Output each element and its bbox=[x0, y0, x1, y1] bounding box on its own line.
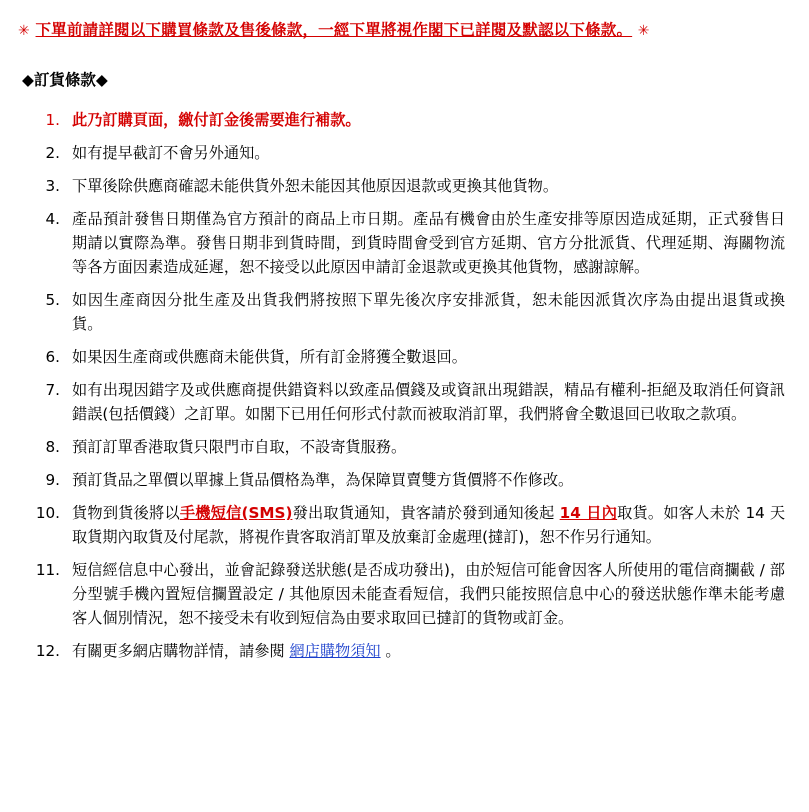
term-item bbox=[10, 141, 785, 165]
term-item bbox=[10, 207, 785, 279]
term-text: 如因生產商因分批生產及出貨我們將按照下單先後次序安排派貨，恕未能因派貨次序為由提出退貨或換貨。 bbox=[72, 291, 785, 334]
term-item bbox=[10, 501, 785, 549]
term-item bbox=[10, 288, 785, 336]
shopping-guide-link[interactable]: 網店購物須知 bbox=[289, 642, 381, 661]
term-text: 如有出現因錯字及或供應商提供錯資料以致產品價錢及或資訊出現錯誤，精品有權利-拒絕及取消任何資訊錯誤(包括價錢）之訂單。如閣下已用任何形式付款而被取消訂單，我們將會全數退回已收取之款項。 bbox=[72, 381, 785, 424]
term-text: 貨物到貨後將以 bbox=[72, 504, 180, 523]
term-text: 此乃訂購頁面，繳付訂金後需要進行補款。 bbox=[72, 111, 361, 129]
term-text: 取貨。如客人未於 14 天取貨期內取貨及付尾款，將視作貴客取消訂單及放棄訂金處理(撻訂)，恕不作另行通知。 bbox=[72, 504, 786, 547]
terms-list bbox=[10, 108, 799, 663]
term-item bbox=[10, 468, 785, 492]
term-item bbox=[10, 378, 785, 426]
term-emphasis: 手機短信(SMS) bbox=[179, 504, 293, 523]
term-item bbox=[10, 174, 785, 198]
term-text: 短信經信息中心發出，並會記錄發送狀態(是否成功發出)，由於短信可能會因客人所使用的電信商攔截 / 部分型號手機內置短信攔置設定 / 其他原因未能查看短信，我們只能按照信息中心的發送狀態作準未能考慮客人個別情況，恕不接受未有收到短信為由要求取回已撻訂的貨物或訂金。 bbox=[72, 561, 785, 628]
asterisk-right-icon: ✳ bbox=[637, 23, 650, 39]
warning-banner bbox=[18, 18, 799, 40]
asterisk-left-icon: ✳ bbox=[18, 23, 30, 39]
warning-banner-text: 下單前請詳閱以下購買條款及售後條款，一經下單將視作閣下已詳閱及默認以下條款。 bbox=[35, 21, 633, 39]
term-text: 下單後除供應商確認未能供貨外恕未能因其他原因退款或更換其他貨物。 bbox=[72, 177, 558, 196]
term-item bbox=[10, 435, 785, 459]
term-item bbox=[10, 558, 785, 630]
term-text: 預訂訂單香港取貨只限門市自取，不設寄貨服務。 bbox=[72, 438, 407, 457]
term-text: 如有提早截訂不會另外通知。 bbox=[72, 144, 270, 163]
term-text: 如果因生產商或供應商未能供貨，所有訂金將獲全數退回。 bbox=[72, 348, 467, 367]
term-item bbox=[10, 108, 785, 132]
term-text: 有關更多網店購物詳情，請參閱 bbox=[72, 642, 290, 661]
term-text: 產品預計發售日期僅為官方預計的商品上市日期。產品有機會由於生產安排等原因造成延期，正式發售日期請以實際為準。發售日期非到貨時間，到貨時間會受到官方延期、官方分批派貨、代理延期、海關物流等各方面因素造成延遲，恕不接受以此原因申請訂金退款或更換其他貨物，感謝諒解。 bbox=[72, 210, 785, 277]
term-text: 預訂貨品之單價以單據上貨品價格為準，為保障買賣雙方貨價將不作修改。 bbox=[72, 471, 574, 490]
section-title: ◆訂貨條款◆ bbox=[22, 71, 108, 89]
term-item bbox=[10, 345, 785, 369]
term-text: 。 bbox=[380, 642, 401, 661]
term-emphasis: 14 日內 bbox=[559, 504, 618, 523]
term-item bbox=[10, 639, 785, 663]
term-text: 發出取貨通知，貴客請於發到通知後起 bbox=[292, 504, 560, 523]
